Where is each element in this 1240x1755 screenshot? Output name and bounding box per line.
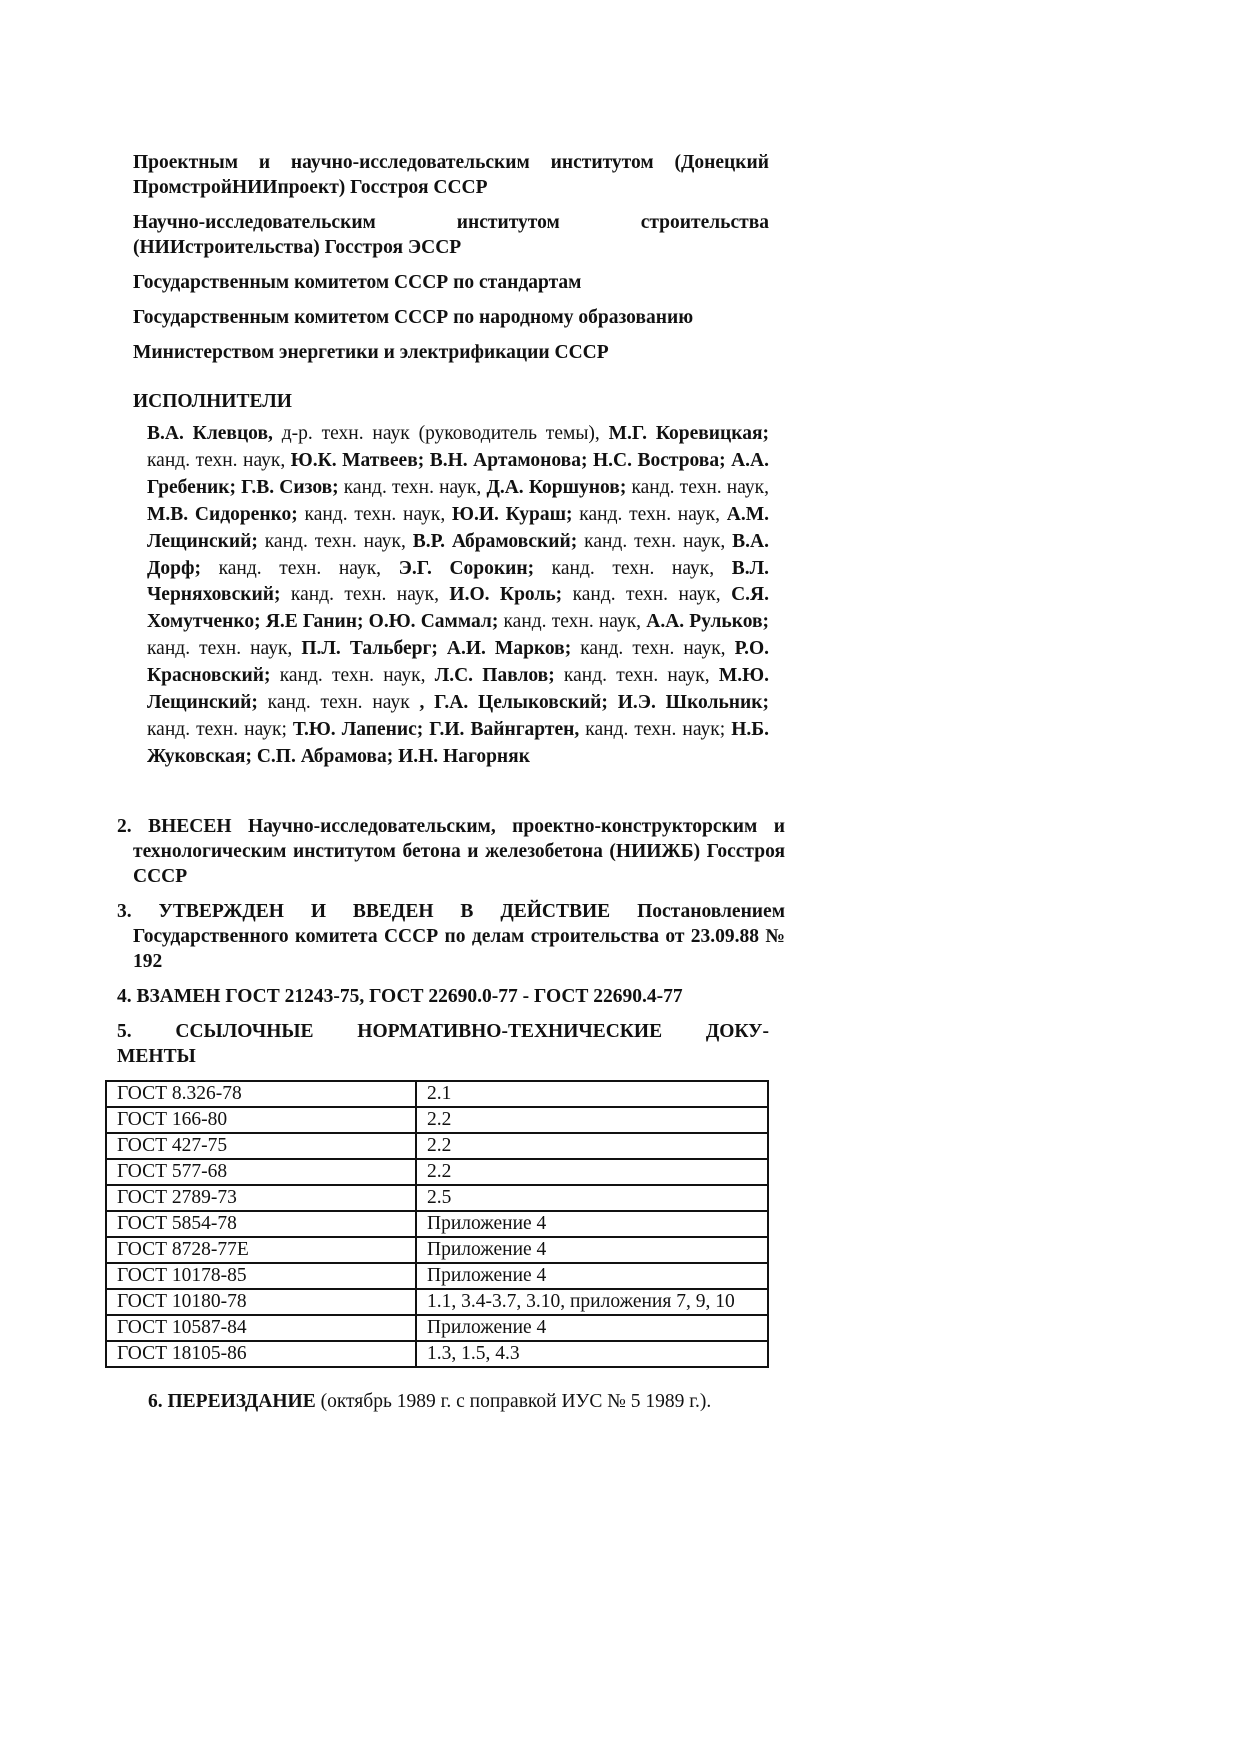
performer-title: канд. техн. наук, bbox=[257, 530, 413, 552]
performer-name: Э.Г. Сорокин; bbox=[398, 557, 535, 579]
performer-name: Ю.И. Кураш; bbox=[451, 503, 573, 525]
performer-title: канд. техн. наук, bbox=[534, 557, 732, 579]
reference-clause: 2.1 bbox=[416, 1081, 768, 1107]
table-row bbox=[106, 1185, 768, 1211]
table-row bbox=[106, 1133, 768, 1159]
performer-name: А.А. Рульков; bbox=[646, 611, 770, 633]
performer-name: Ю.К. Матвеев; В.Н. Артамонова; Н.С. Вострова; А.А. Гребеник; Г.В. Сизов; bbox=[147, 449, 769, 498]
performers-heading: ИСПОЛНИТЕЛИ bbox=[133, 391, 292, 412]
table-row bbox=[106, 1107, 768, 1133]
performer-name: Р.О. Красновский; bbox=[147, 638, 769, 687]
performer-name: , Г.А. Целыковский; И.Э. Школьник; bbox=[419, 692, 769, 714]
performer-name: А.М. Лещинский; bbox=[147, 503, 769, 552]
performer-name: Н.Б. Жуковская; С.П. Абрамова; И.Н. Нагорняк bbox=[147, 718, 769, 767]
reissue-label: 6. ПЕРЕИЗДАНИЕ bbox=[148, 1391, 316, 1412]
reference-standard: ГОСТ 10180-78 bbox=[106, 1289, 416, 1315]
performer-name: Т.Ю. Лапенис; Г.И. Вайнгартен, bbox=[292, 718, 580, 740]
table-row bbox=[106, 1237, 768, 1263]
org-donetsk: Проектным и научно-исследовательским институтом (Донецкий ПромстройНИИпроект) Госстроя СССР bbox=[133, 152, 769, 198]
performer-title: канд. техн. наук, bbox=[554, 665, 719, 687]
table-row bbox=[106, 1315, 768, 1341]
org-energy-ministry: Министерством энергетики и электрификации СССР bbox=[133, 342, 609, 363]
performer-title: канд. техн. наук, bbox=[498, 611, 647, 633]
table-row bbox=[106, 1341, 768, 1367]
performer-title: канд. техн. наук bbox=[257, 692, 420, 714]
performer-title: канд. техн. наук, bbox=[562, 584, 732, 606]
item-replaces: 4. ВЗАМЕН ГОСТ 21243-75, ГОСТ 22690.0-77 - ГОСТ 22690.4-77 bbox=[117, 986, 683, 1007]
reference-standard: ГОСТ 577-68 bbox=[106, 1159, 416, 1185]
table-row bbox=[106, 1081, 768, 1107]
reference-clause: Приложение 4 bbox=[416, 1263, 768, 1289]
item-approved: 3. УТВЕРЖДЕН И ВВЕДЕН В ДЕЙСТВИЕ Постановлением Государственного комитета СССР по делам строительства от 23.09.88 № 192 bbox=[117, 901, 785, 972]
reference-clause: 2.5 bbox=[416, 1185, 768, 1211]
org-gosstandart: Государственным комитетом СССР по стандартам bbox=[133, 272, 582, 293]
performer-title: д-р. техн. наук (руководитель темы), bbox=[272, 423, 609, 444]
performer-title: канд. техн. наук, bbox=[147, 449, 291, 471]
table-row bbox=[106, 1289, 768, 1315]
reference-standard: ГОСТ 166-80 bbox=[106, 1107, 416, 1133]
reference-standard: ГОСТ 427-75 bbox=[106, 1133, 416, 1159]
reference-standard: ГОСТ 10178-85 bbox=[106, 1263, 416, 1289]
performer-name: М.Ю. Лещинский; bbox=[147, 665, 769, 714]
performer-title: канд. техн. наук, bbox=[280, 584, 450, 606]
reference-standard: ГОСТ 2789-73 bbox=[106, 1185, 416, 1211]
reference-clause: Приложение 4 bbox=[416, 1315, 768, 1341]
performer-name: М.В. Сидоренко; bbox=[147, 503, 298, 525]
performer-name: Д.А. Коршунов; bbox=[486, 476, 627, 498]
performer-name: М.Г. Коревицкая; bbox=[608, 423, 769, 444]
reference-clause: 1.3, 1.5, 4.3 bbox=[416, 1341, 768, 1367]
performer-title: канд. техн. наук, bbox=[147, 638, 302, 660]
table-row bbox=[106, 1263, 768, 1289]
performer-name: И.О. Кроль; bbox=[449, 584, 563, 606]
performer-name: П.Л. Тальберг; А.И. Марков; bbox=[301, 638, 572, 660]
table-row bbox=[106, 1211, 768, 1237]
performer-title: канд. техн. наук, bbox=[270, 665, 435, 687]
org-niistroitelstva-line2: (НИИстроительства) Госстроя ЭССР bbox=[133, 237, 462, 258]
item-references-heading-line1: 5. ССЫЛОЧНЫЕ НОРМАТИВНО-ТЕХНИЧЕСКИЕ ДОКУ- bbox=[117, 1021, 769, 1042]
reference-standard: ГОСТ 18105-86 bbox=[106, 1341, 416, 1367]
reference-standard: ГОСТ 5854-78 bbox=[106, 1211, 416, 1237]
item-references-heading-line2: МЕНТЫ bbox=[117, 1046, 196, 1067]
performers-list bbox=[147, 421, 769, 771]
performer-title: канд. техн. наук, bbox=[297, 503, 452, 525]
references-table bbox=[105, 1080, 769, 1368]
performer-title: канд. техн. наук, bbox=[577, 530, 733, 552]
reference-clause: Приложение 4 bbox=[416, 1237, 768, 1263]
performer-title: канд. техн. наук, bbox=[338, 476, 487, 498]
reference-clause: 2.2 bbox=[416, 1133, 768, 1159]
reference-clause: 2.2 bbox=[416, 1159, 768, 1185]
performer-name: В.Л. Черняховский; bbox=[147, 557, 770, 606]
performer-name: В.А. Клевцов, bbox=[147, 423, 273, 444]
reissue-line bbox=[148, 1389, 788, 1414]
reference-standard: ГОСТ 8728-77Е bbox=[106, 1237, 416, 1263]
performer-name: С.Я. Хомутченко; Я.Е Ганин; О.Ю. Саммал; bbox=[147, 584, 769, 633]
performer-name: В.Р. Абрамовский; bbox=[412, 530, 578, 552]
table-row bbox=[106, 1159, 768, 1185]
performer-title: канд. техн. наук, bbox=[571, 638, 735, 660]
performer-title: канд. техн. наук, bbox=[626, 476, 769, 498]
performer-name: Л.С. Павлов; bbox=[434, 665, 555, 687]
org-niistroitelstva-line1: Научно-исследовательским институтом строительства bbox=[133, 212, 769, 233]
org-education-committee: Государственным комитетом СССР по народному образованию bbox=[133, 307, 694, 328]
reference-clause: 1.1, 3.4-3.7, 3.10, приложения 7, 9, 10 bbox=[416, 1289, 768, 1315]
performer-name: В.А. Дорф; bbox=[147, 530, 769, 579]
reference-standard: ГОСТ 10587-84 bbox=[106, 1315, 416, 1341]
reissue-text: (октябрь 1989 г. с поправкой ИУС № 5 1989 г.). bbox=[315, 1391, 712, 1412]
item-introduced: 2. ВНЕСЕН Научно-исследовательским, проектно-конструкторским и технологическим институтом бетона и железобетона (НИИЖБ) Госстроя СССР bbox=[117, 816, 785, 887]
performer-title: канд. техн. наук; bbox=[579, 718, 732, 740]
reference-clause: 2.2 bbox=[416, 1107, 768, 1133]
performer-title: канд. техн. наук, bbox=[572, 503, 727, 525]
reference-clause: Приложение 4 bbox=[416, 1211, 768, 1237]
reference-standard: ГОСТ 8.326-78 bbox=[106, 1081, 416, 1107]
performer-title: канд. техн. наук; bbox=[147, 718, 293, 740]
performer-title: канд. техн. наук, bbox=[201, 557, 399, 579]
